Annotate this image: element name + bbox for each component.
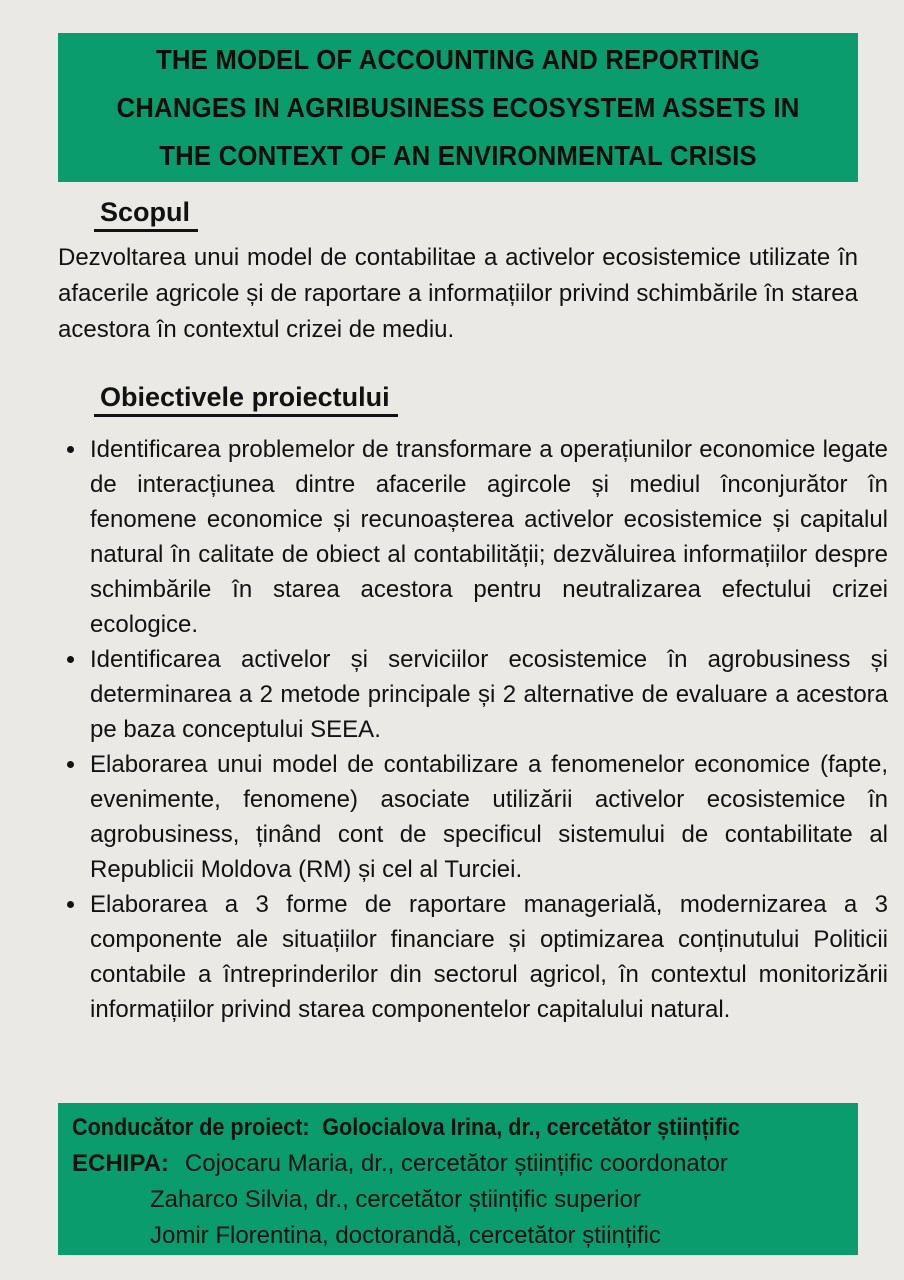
leader-label: Conducător de proiect: bbox=[72, 1114, 310, 1141]
title-line-2: CHANGES IN AGRIBUSINESS ECOSYSTEM ASSETS IN bbox=[116, 91, 800, 123]
scope-heading bbox=[94, 197, 198, 232]
project-leader-row bbox=[72, 1110, 767, 1146]
team-row-1 bbox=[72, 1146, 844, 1182]
objectives-heading bbox=[94, 382, 398, 417]
objective-item-4: • Elaborarea a 3 forme de raportare managerială, modernizarea a 3 componente ale situațiilor financiare și optimizarea conținutului Politicii contabile a întreprinderilor din sectorul agricol, în contextul monitorizării informațiilor privind starea componentelor capitalului natural. bbox=[88, 887, 888, 1027]
objective-item-3: • Elaborarea unui model de contabilizare a fenomenelor economice (fapte, evenimente, fenomene) asociate utilizării activelor ecosistemice în agrobusiness, ținând cont de specificul sistemului de contabilitate al Republicii Moldova (RM) și cel al Turciei. bbox=[88, 747, 888, 887]
scope-paragraph: Dezvoltarea unui model de contabilitae a activelor ecosistemice utilizate în afacerile agricole și de raportare a informațiilor privind schimbările în starea acestora în contextul crizei de mediu. bbox=[58, 244, 858, 343]
team-banner bbox=[58, 1103, 858, 1255]
objectives-heading-text: Obiectivele proiectului bbox=[94, 382, 398, 417]
objective-item-2: • Identificarea activelor și serviciilor ecosistemice în agrobusiness și determinarea a 2 metode principale și 2 alternative de evaluare a acestora pe baza conceptului SEEA. bbox=[88, 642, 888, 747]
title-line-3: THE CONTEXT OF AN ENVIRONMENTAL CRISIS bbox=[159, 139, 757, 171]
team-row-2 bbox=[72, 1182, 844, 1218]
team-member-2: Zaharco Silvia, dr., cercetător științific superior bbox=[150, 1186, 641, 1213]
team-label: ECHIPA: bbox=[72, 1150, 169, 1177]
objective-item-1: • Identificarea problemelor de transformare a operațiunilor economice legate de interacțiunea dintre afacerile agircole și mediul înconjurător în fenomene economice și recunoașterea activelor ecosistemice și capitalul natural în calitate de obiect al contabilității; dezvăluirea informațiilor despre schimbările în starea acestora pentru neutralizarea efectului crizei ecologice. bbox=[88, 432, 888, 642]
scope-heading-text: Scopul bbox=[94, 197, 198, 232]
team-member-1: Cojocaru Maria, dr., cercetător științific coordonator bbox=[184, 1150, 728, 1177]
leader-value: Golocialova Irina, dr., cercetător științific bbox=[322, 1114, 740, 1141]
objectives-list bbox=[58, 432, 888, 1027]
poster-title bbox=[90, 36, 826, 180]
title-banner bbox=[58, 33, 858, 182]
team-row-3 bbox=[72, 1218, 844, 1254]
team-member-3: Jomir Florentina, doctorandă, cercetător științific bbox=[150, 1222, 661, 1249]
title-line-1: THE MODEL OF ACCOUNTING AND REPORTING bbox=[155, 43, 761, 75]
